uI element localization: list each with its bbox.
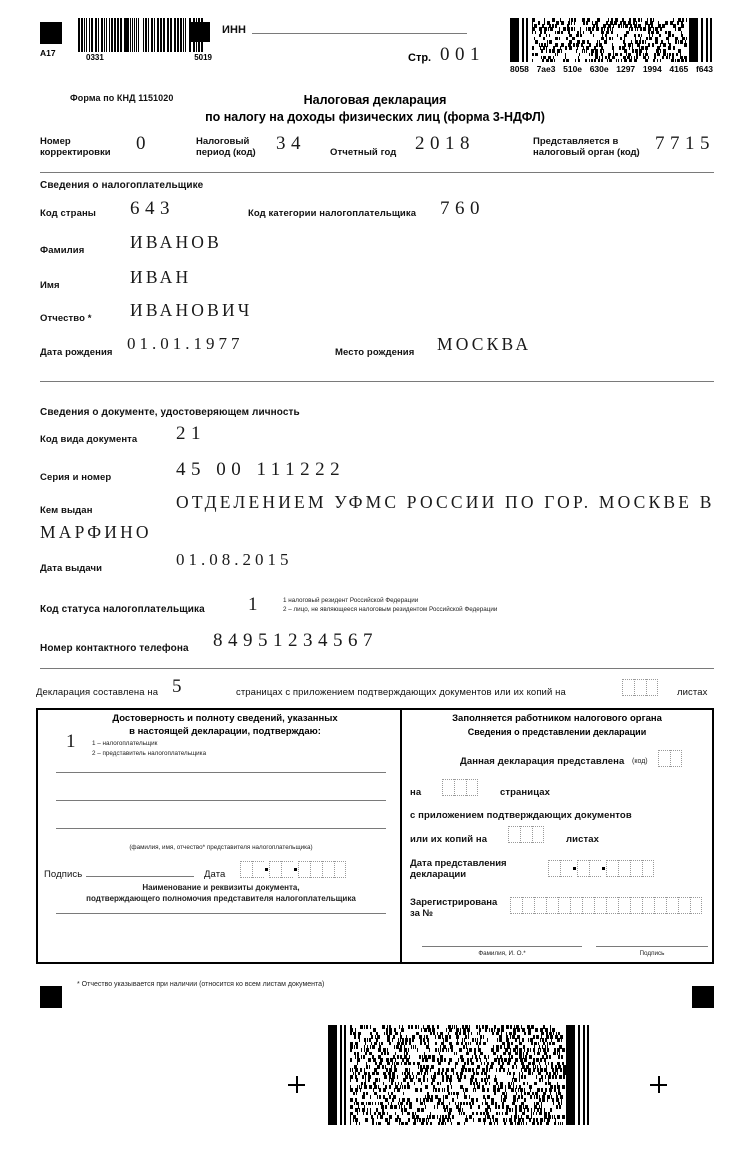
confirm-box-doc-rule <box>56 913 386 914</box>
office-box-title-line1: Заполняется работником налогового органа <box>452 713 662 724</box>
cell[interactable] <box>334 861 346 878</box>
office-box-submit-date-cells[interactable] <box>548 860 654 877</box>
taxpayer-section-rule-top <box>40 172 714 173</box>
cell[interactable] <box>670 750 682 767</box>
office-box-registered-label-l1: Зарегистрирована <box>410 897 498 908</box>
inn-label: ИНН <box>222 24 247 36</box>
tax-period-value[interactable]: 34 <box>276 133 306 154</box>
phone-label: Номер контактного телефона <box>40 643 189 654</box>
cell[interactable] <box>454 779 466 796</box>
office-box-name-rule <box>422 946 582 947</box>
confirm-box-title-line1: Достоверность и полноту сведений, указанных <box>112 713 338 724</box>
status-code-value[interactable]: 1 <box>248 594 258 615</box>
cell[interactable] <box>622 679 634 696</box>
confirm-box-name-rule-2 <box>56 800 386 801</box>
barcode-hex-group: 510e <box>563 64 583 74</box>
barcode-hex-group: 8058 <box>510 64 529 74</box>
registration-mark-bottom-right <box>692 986 714 1008</box>
barcode-hex-group: 4165 <box>669 64 689 74</box>
correction-number-label <box>40 136 120 158</box>
cell[interactable] <box>240 861 252 878</box>
office-box-submitted-code-cells[interactable] <box>658 750 682 767</box>
cell[interactable] <box>510 897 522 914</box>
office-box-submit-date-label <box>410 858 520 880</box>
confirm-box-option1: 1 – налогоплательщик <box>92 740 158 747</box>
birthplace-value[interactable]: МОСКВА <box>437 334 532 354</box>
barcode-hex-group: 7ae3 <box>536 64 556 74</box>
issued-by-label: Кем выдан <box>40 505 93 516</box>
firstname-value[interactable]: ИВАН <box>130 267 192 287</box>
cell[interactable] <box>690 897 702 914</box>
cell[interactable] <box>546 897 558 914</box>
issue-date-label: Дата выдачи <box>40 563 103 574</box>
office-box-title-line2: Сведения о представлении декларации <box>467 727 647 737</box>
barcode-hex-group: 630e <box>589 64 609 74</box>
office-box-submit-date-label-l2: декларации <box>410 869 467 880</box>
bottom-box-bottom-border <box>36 962 714 964</box>
issued-by-value-line2[interactable]: МАРФИНО <box>40 522 152 542</box>
barcode-hex-group: 1994 <box>642 64 662 74</box>
cell[interactable] <box>618 860 630 877</box>
issue-date-value[interactable]: 01.08.2015 <box>176 550 293 569</box>
birthdate-value[interactable]: 01.01.1977 <box>127 334 244 353</box>
barcode-hex-group: 1297 <box>616 64 636 74</box>
cell[interactable] <box>532 826 544 843</box>
confirm-box-name-rule-1 <box>56 772 386 773</box>
status-code-label: Код статуса налогоплательщика <box>40 604 205 615</box>
identity-section-rule-bottom <box>40 668 714 669</box>
status-hint-line2: 2 – лицо, не являющееся налоговым резидентом Российской Федерации <box>283 606 498 613</box>
confirm-box-signature-rule <box>86 876 194 877</box>
cell[interactable] <box>594 897 606 914</box>
patronymic-label: Отчество * <box>40 313 92 324</box>
tax-period-label-l2: период (код) <box>196 147 256 158</box>
confirm-box-doc-caption-line2: подтверждающего полномочия представителя налогоплательщика <box>86 894 356 903</box>
correction-number-label-l2: корректировки <box>40 147 111 158</box>
cell[interactable] <box>522 897 534 914</box>
birthdate-label: Дата рождения <box>40 347 113 358</box>
category-code-value[interactable]: 760 <box>440 198 485 219</box>
country-code-label: Код страны <box>40 208 97 219</box>
confirm-box-signature-label: Подпись <box>44 869 83 880</box>
pages-line-value[interactable]: 5 <box>172 676 182 697</box>
taxpayer-section-rule-bottom <box>40 381 714 382</box>
confirm-box-doc-caption-line1: Наименование и реквизиты документа, <box>142 883 300 892</box>
cell[interactable] <box>654 897 666 914</box>
cell[interactable] <box>442 779 454 796</box>
registration-mark-top-mid <box>190 22 210 42</box>
cell[interactable] <box>642 860 654 877</box>
cell[interactable] <box>589 860 601 877</box>
confirm-box-title-line2: в настоящей декларации, подтверждаю: <box>129 726 321 737</box>
tax-authority-value[interactable]: 7715 <box>655 133 715 154</box>
office-box-submit-date-label-l1: Дата представления <box>410 858 507 869</box>
confirm-box-date-label: Дата <box>204 869 226 880</box>
confirm-box-selected-value[interactable]: 1 <box>66 731 76 752</box>
date-separator-dot <box>573 867 576 870</box>
barcode-hex-group: f643 <box>695 64 713 74</box>
office-box-registered-label <box>410 897 520 919</box>
cell[interactable] <box>560 860 572 877</box>
cell[interactable] <box>606 897 618 914</box>
footnote: * Отчество указывается при наличии (относится ко всем листам документа) <box>77 981 325 988</box>
top-2d-barcode <box>510 18 713 74</box>
cell[interactable] <box>577 860 589 877</box>
lastname-label: Фамилия <box>40 245 85 256</box>
cell[interactable] <box>508 826 520 843</box>
bottom-box-divider <box>400 708 402 964</box>
office-box-submitted-code-label: (код) <box>632 758 648 765</box>
registration-mark-bottom-left <box>40 986 62 1008</box>
cell[interactable] <box>534 897 546 914</box>
office-box-submitted-label: Данная декларация представлена <box>460 756 625 767</box>
cell[interactable] <box>618 897 630 914</box>
cell[interactable] <box>298 861 310 878</box>
pages-line-middle: страницах с приложением подтверждающих документов или их копий на <box>236 687 566 698</box>
sheet-code: A17 <box>40 48 56 58</box>
form-title-line2: по налогу на доходы физических лиц (форма 3-НДФЛ) <box>205 110 545 124</box>
inn-rule <box>252 33 467 34</box>
office-box-signature-caption: Подпись <box>639 950 665 957</box>
office-box-copies-label: или их копий на <box>410 834 488 845</box>
tax-authority-label-l2: налоговый орган (код) <box>533 147 640 158</box>
office-box-copies-cells[interactable] <box>508 826 544 843</box>
identity-section-title: Сведения о документе, удостоверяющем личность <box>40 407 300 418</box>
cell[interactable] <box>630 860 642 877</box>
office-box-signature-rule <box>596 946 708 947</box>
form-title-line1: Налоговая декларация <box>303 93 447 107</box>
cell[interactable] <box>558 897 570 914</box>
page-number: 001 <box>440 44 485 65</box>
cell[interactable] <box>642 897 654 914</box>
cell[interactable] <box>634 679 646 696</box>
lastname-value[interactable]: ИВАНОВ <box>130 232 222 252</box>
page-label: Стр. <box>408 52 432 64</box>
office-box-attachments-label: с приложением подтверждающих документов <box>410 810 632 821</box>
top-barcode-1d <box>78 18 212 62</box>
category-code-label: Код категории налогоплательщика <box>248 208 417 219</box>
date-separator-dot <box>602 867 605 870</box>
cell[interactable] <box>520 826 532 843</box>
cell[interactable] <box>582 897 594 914</box>
pages-line-suffix: листах <box>677 687 708 698</box>
bottom-box-left-border <box>36 708 38 964</box>
crosshair-mark-left <box>288 1076 305 1093</box>
bottom-box-top-border <box>36 708 714 710</box>
date-separator-dot <box>265 868 268 871</box>
doc-type-value[interactable]: 21 <box>176 423 206 444</box>
cell[interactable] <box>570 897 582 914</box>
cell[interactable] <box>252 861 264 878</box>
tax-period-label <box>196 136 268 158</box>
confirm-box-date-cells[interactable] <box>240 861 346 878</box>
office-box-sheets-label: листах <box>566 834 599 845</box>
doc-type-label: Код вида документа <box>40 434 138 445</box>
crosshair-mark-right <box>650 1076 667 1093</box>
correction-number-value[interactable]: 0 <box>136 133 151 154</box>
office-box-on-label: на <box>410 787 422 798</box>
pages-line-prefix: Декларация составлена на <box>36 687 159 698</box>
bottom-box-right-border <box>712 708 714 964</box>
cell[interactable] <box>678 897 690 914</box>
birthplace-label: Место рождения <box>335 347 415 358</box>
taxpayer-section-title: Сведения о налогоплательщике <box>40 180 204 191</box>
cell[interactable] <box>548 860 560 877</box>
country-code-value[interactable]: 643 <box>130 198 175 219</box>
correction-number-label-l1: Номер <box>40 136 71 147</box>
cell[interactable] <box>606 860 618 877</box>
firstname-label: Имя <box>40 280 60 291</box>
top-barcode-digits-left: 0331 <box>86 53 104 62</box>
series-number-label: Серия и номер <box>40 472 112 483</box>
office-box-pages-label: страницах <box>500 787 551 798</box>
reporting-year-label: Отчетный год <box>330 147 397 158</box>
office-box-registered-label-l2: за № <box>410 908 434 919</box>
date-separator-dot <box>294 868 297 871</box>
cell[interactable] <box>658 750 670 767</box>
patronymic-value[interactable]: ИВАНОВИЧ <box>130 300 253 320</box>
office-box-registered-cells[interactable] <box>510 897 702 914</box>
cell[interactable] <box>466 779 478 796</box>
pages-line-sheets-cells[interactable] <box>622 679 658 696</box>
phone-value[interactable]: 84951234567 <box>213 630 378 651</box>
cell[interactable] <box>646 679 658 696</box>
confirm-box-representative-caption: (фамилия, имя, отчество* представителя налогоплательщика) <box>129 844 313 851</box>
registration-mark-top-left <box>40 22 62 44</box>
cell[interactable] <box>322 861 334 878</box>
series-number-value[interactable]: 45 00 111222 <box>176 459 346 480</box>
cell[interactable] <box>310 861 322 878</box>
reporting-year-value[interactable]: 2018 <box>415 133 475 154</box>
issued-by-value-line1[interactable]: ОТДЕЛЕНИЕМ УФМС РОССИИ ПО ГОР. МОСКВЕ В <box>176 492 715 512</box>
confirm-box-option2: 2 – представитель налогоплательщика <box>92 750 207 757</box>
bottom-2d-barcode <box>328 1025 590 1125</box>
tax-authority-label-l1: Представляется в <box>533 136 619 147</box>
office-box-pages-cells[interactable] <box>442 779 478 796</box>
tax-authority-label <box>533 136 643 158</box>
cell[interactable] <box>269 861 281 878</box>
cell[interactable] <box>666 897 678 914</box>
top-barcode-digits-right: 5019 <box>194 53 212 62</box>
tax-period-label-l1: Налоговый <box>196 136 250 147</box>
cell[interactable] <box>630 897 642 914</box>
status-hint-line1: 1 налоговый резидент Российской Федерации <box>283 597 419 604</box>
form-knd-code: Форма по КНД 1151020 <box>70 93 174 103</box>
office-box-name-caption: Фамилия, И. О.* <box>478 950 526 957</box>
confirm-box-name-rule-3 <box>56 828 386 829</box>
cell[interactable] <box>281 861 293 878</box>
